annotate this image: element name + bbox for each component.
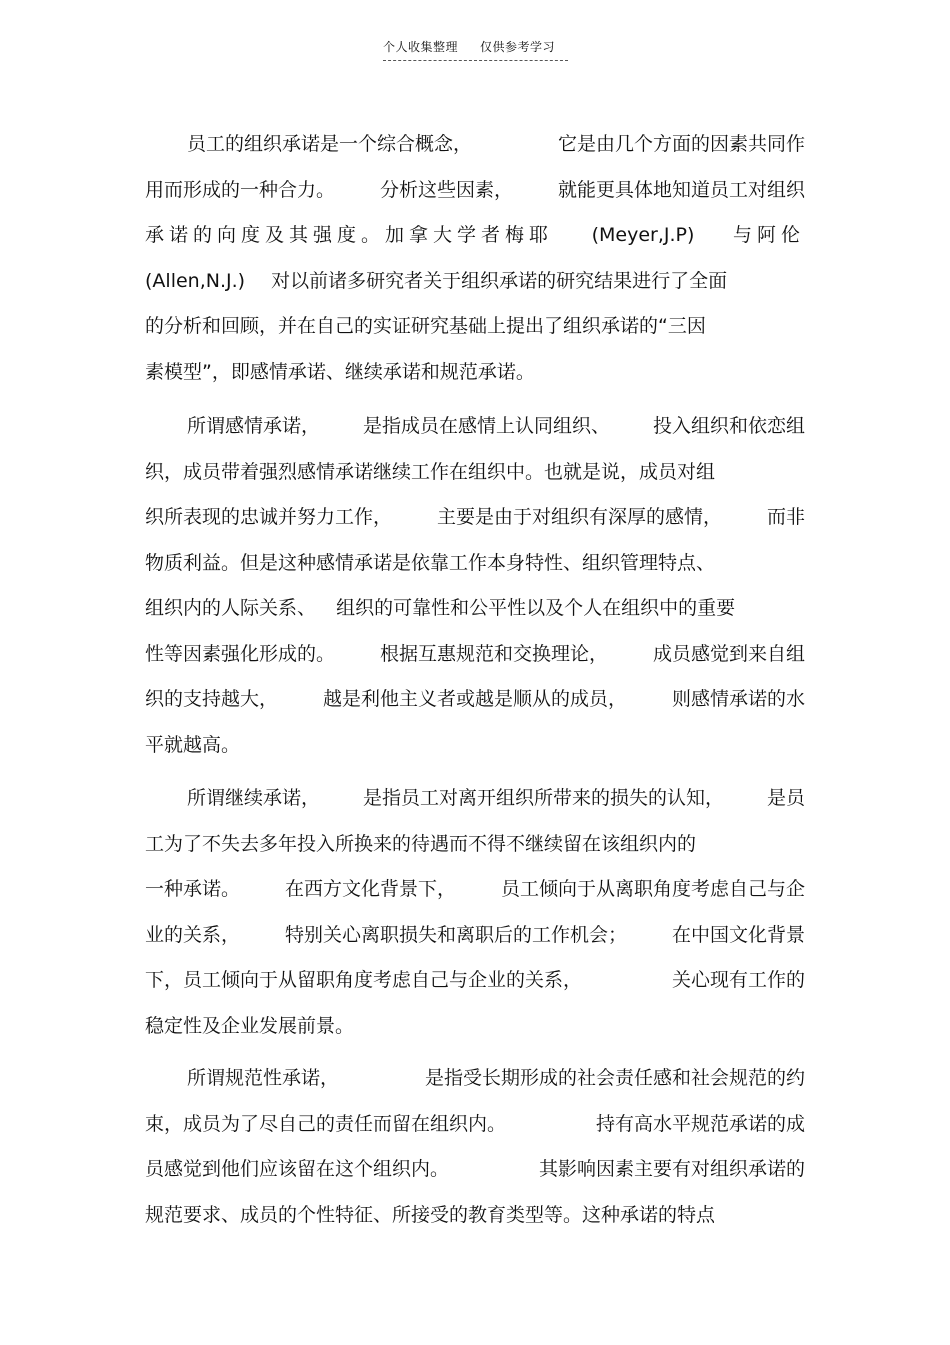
text-segment: 承诺的向度及其强度。加拿大学者梅耶 — [145, 224, 554, 246]
text-line — [145, 541, 805, 587]
text-segment: 稳定性及企业发展前景。 — [145, 1014, 355, 1037]
text-line — [145, 822, 805, 868]
paragraph-affective-commitment — [145, 404, 805, 768]
text-line — [145, 1056, 805, 1102]
text-segment: 所谓继续承诺， — [187, 787, 321, 809]
text-segment: 工为了不失去多年投入所换来的待遇而不得不继续留在该组织内的 — [145, 832, 697, 855]
text-line — [145, 350, 805, 396]
text-segment: 在中国文化背景 — [671, 923, 805, 946]
text-segment: 其影响因素主要有对组织承诺的 — [538, 1158, 805, 1180]
text-line — [145, 304, 805, 350]
text-segment: 组织内的人际关系、 — [145, 597, 317, 619]
text-segment: 对以前诸多研究者关于组织承诺的研究结果进行了全面 — [271, 269, 728, 292]
text-segment: 员感觉到他们应该留在这个组织内。 — [145, 1158, 450, 1180]
text-segment: 投入组织和依恋组 — [652, 415, 805, 437]
text-segment: 关心现有工作的 — [671, 969, 805, 991]
text-line — [145, 168, 805, 214]
text-segment: (Meyer,J.P) — [591, 224, 695, 246]
text-segment: 是员 — [766, 787, 805, 809]
text-segment: 持有高水平规范承诺的成 — [595, 1112, 805, 1135]
text-segment: 所谓规范性承诺， — [187, 1067, 340, 1089]
text-segment: 而非 — [766, 506, 805, 528]
text-line — [145, 586, 805, 632]
text-segment: 在西方文化背景下， — [284, 878, 456, 900]
text-line — [145, 867, 805, 913]
text-segment: 与阿伦 — [732, 224, 805, 246]
text-segment: 是指员工对离开组织所带来的损失的认知， — [362, 787, 724, 809]
text-segment: 越是利他主义者或越是顺从的成员， — [322, 688, 627, 710]
text-segment: 性等因素强化形成的。 — [145, 642, 336, 665]
header-right-text: 仅供参考学习 — [480, 40, 556, 54]
text-line — [145, 122, 805, 168]
text-segment: 分析这些因素， — [379, 178, 513, 201]
text-line — [145, 1004, 805, 1050]
text-segment: 用而形成的一种合力。 — [145, 178, 336, 201]
text-segment: 组织的可靠性和公平性以及个人在组织中的重要 — [336, 597, 736, 619]
text-segment: 主要是由于对组织有深厚的感情， — [436, 506, 722, 528]
header-left-text: 个人收集整理 — [383, 40, 459, 54]
text-segment: 素模型”，即感情承诺、继续承诺和规范承诺。 — [145, 360, 535, 383]
text-segment: 业的关系， — [145, 923, 241, 946]
text-segment: 织，成员带着强烈感情承诺继续工作在组织中。也就是说，成员对组 — [145, 460, 716, 483]
text-line — [145, 1102, 805, 1148]
text-line — [145, 1147, 805, 1193]
text-line — [145, 495, 805, 541]
text-segment: 员工倾向于从离职角度考虑自己与企 — [500, 878, 805, 900]
text-segment: 是指受长期形成的社会责任感和社会规范的约 — [424, 1067, 805, 1089]
paragraph-normative-commitment — [145, 1056, 805, 1238]
text-segment: 根据互惠规范和交换理论， — [379, 642, 608, 665]
text-line — [145, 677, 805, 723]
text-segment: 织所表现的忠诚并努力工作， — [145, 506, 393, 528]
text-line — [145, 450, 805, 496]
paragraph-continuance-commitment — [145, 776, 805, 1049]
text-segment: 所谓感情承诺， — [187, 415, 321, 437]
text-segment: 物质利益。但是这种感情承诺是依靠工作本身特性、组织管理特点、 — [145, 551, 716, 574]
text-line — [145, 404, 805, 450]
text-segment: 是指成员在感情上认同组织、 — [362, 415, 610, 437]
text-line — [145, 958, 805, 1004]
text-segment: 则感情承诺的水 — [671, 688, 805, 710]
text-segment: (Allen,N.J.) — [145, 269, 246, 292]
text-segment: 下，员工倾向于从留职角度考虑自己与企业的关系， — [145, 969, 583, 991]
text-segment: 成员感觉到来自组 — [652, 642, 805, 665]
text-line — [145, 723, 805, 769]
text-segment: 织的支持越大， — [145, 688, 279, 710]
text-line — [145, 913, 805, 959]
text-segment: 束，成员为了尽自己的责任而留在组织内。 — [145, 1112, 507, 1135]
paragraph-organizational-commitment — [145, 122, 805, 395]
text-segment: 的分析和回顾，并在自己的实证研究基础上提出了组织承诺的“三因 — [145, 315, 706, 337]
text-segment: 员工的组织承诺是一个综合概念， — [187, 133, 473, 155]
text-line — [145, 213, 805, 259]
page-header — [383, 38, 568, 61]
text-line — [145, 632, 805, 678]
text-segment: 平就越高。 — [145, 733, 241, 756]
text-segment: 规范要求、成员的个性特征、所接受的教育类型等。这种承诺的特点 — [145, 1203, 716, 1226]
text-segment: 特别关心离职损失和离职后的工作机会； — [284, 923, 627, 946]
text-segment: 就能更具体地知道员工对组织 — [557, 178, 805, 201]
text-segment: 它是由几个方面的因素共同作 — [557, 133, 805, 155]
text-segment: 一种承诺。 — [145, 878, 241, 900]
text-line — [145, 259, 805, 305]
text-line — [145, 1193, 805, 1239]
text-line — [145, 776, 805, 822]
